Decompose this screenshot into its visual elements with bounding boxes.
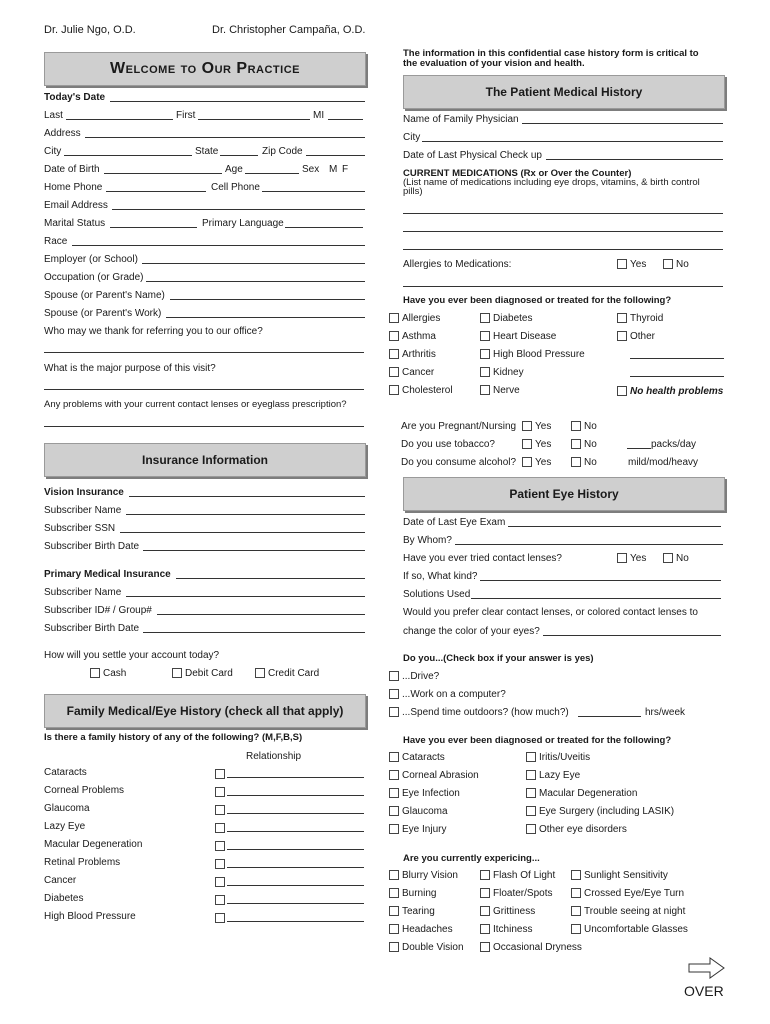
checkbox[interactable] — [617, 259, 627, 269]
vision-insurance-field[interactable] — [129, 496, 365, 497]
checkbox[interactable] — [571, 888, 581, 898]
symptom-option[interactable]: Crossed Eye/Eye Turn — [571, 888, 684, 899]
employer-label: Employer (or School) — [44, 254, 138, 265]
family-relationship-field[interactable] — [227, 849, 364, 850]
checkbox[interactable] — [522, 421, 532, 431]
age-label: Age — [225, 164, 243, 175]
symptom-option[interactable]: Blurry Vision — [389, 870, 458, 881]
family-relationship-field[interactable] — [227, 867, 364, 868]
alcohol-no-option[interactable]: No — [571, 457, 597, 468]
meds-line-3[interactable] — [403, 249, 723, 250]
packs-label: packs/day — [651, 439, 697, 450]
medical-condition-option[interactable]: Cholesterol — [389, 385, 453, 396]
medical-condition-option[interactable]: Heart Disease — [480, 331, 556, 342]
symptom-option[interactable]: Headaches — [389, 924, 453, 935]
tried-contacts-label: Have you ever tried contact lenses? — [403, 553, 562, 564]
last-name-field[interactable] — [66, 119, 173, 120]
checkbox[interactable] — [389, 671, 399, 681]
medical-condition-option[interactable]: Other — [617, 331, 655, 342]
medical-condition-option[interactable]: Allergies — [389, 313, 440, 324]
family-question: Is there a family history of any of the following? (M,F,B,S) — [44, 732, 303, 743]
meds-line-2[interactable] — [403, 231, 723, 232]
first-name-field[interactable] — [198, 119, 310, 120]
symptom-option[interactable]: Itchiness — [480, 924, 532, 935]
city-label: City — [44, 146, 62, 157]
zip-label: Zip Code — [262, 146, 303, 157]
checkbox[interactable] — [389, 870, 399, 880]
symptom-option[interactable]: Burning — [389, 888, 436, 899]
checkbox[interactable] — [480, 331, 490, 341]
todays-date-label: Today's Date — [44, 92, 106, 103]
checkbox[interactable] — [389, 707, 399, 717]
medical-condition-option[interactable]: Asthma — [389, 331, 436, 342]
checkbox[interactable] — [480, 367, 490, 377]
city-field[interactable] — [64, 155, 192, 156]
outdoors-hours-field[interactable] — [578, 716, 641, 717]
checkbox[interactable] — [522, 439, 532, 449]
checkbox[interactable] — [389, 349, 399, 359]
pregnant-no-option[interactable]: No — [571, 421, 597, 432]
todays-date-field[interactable] — [110, 101, 365, 102]
checkbox[interactable] — [571, 906, 581, 916]
race-field[interactable] — [72, 245, 365, 246]
settle-label: How will you settle your account today? — [44, 650, 220, 661]
welcome-title: Welcome to Our Practice — [44, 52, 366, 86]
eye-history-title: Patient Eye History — [403, 477, 725, 511]
family-item-checkbox[interactable] — [215, 895, 225, 905]
insurance-title: Insurance Information — [44, 443, 366, 477]
family-relationship-field[interactable] — [227, 885, 364, 886]
checkbox[interactable] — [571, 457, 581, 467]
checkbox[interactable] — [389, 689, 399, 699]
last-physical-field[interactable] — [546, 159, 723, 160]
checkbox[interactable] — [571, 870, 581, 880]
checkbox[interactable] — [480, 924, 490, 934]
meds-note-1: (List name of medications including eye drops, vitamins, & birth control — [403, 177, 700, 188]
eye-condition-option[interactable]: Other eye disorders — [526, 824, 627, 835]
checkbox[interactable] — [255, 668, 265, 678]
occupation-label: Occupation (or Grade) — [44, 272, 144, 283]
subscriber-ssn-label: Subscriber SSN — [44, 523, 116, 534]
checkbox[interactable] — [480, 942, 490, 952]
symptom-option[interactable]: Double Vision — [389, 942, 464, 953]
relationship-label: Relationship — [246, 751, 302, 762]
medical-condition-option[interactable]: Diabetes — [480, 313, 532, 324]
family-relationship-field[interactable] — [227, 777, 364, 778]
checkbox[interactable] — [571, 421, 581, 431]
checkbox[interactable] — [389, 770, 399, 780]
state-label: State — [195, 146, 219, 157]
credit-option[interactable]: Credit Card — [255, 668, 319, 679]
family-item-checkbox[interactable] — [215, 841, 225, 851]
checkbox[interactable] — [571, 924, 581, 934]
checkbox[interactable] — [389, 942, 399, 952]
intro-note-1: The information in this confidential case history form is critical to — [403, 48, 699, 59]
referral-field[interactable] — [44, 352, 364, 353]
checkbox[interactable] — [617, 313, 627, 323]
allergies-yes-option[interactable]: Yes — [617, 259, 646, 270]
symptom-option[interactable]: Trouble seeing at night — [571, 906, 685, 917]
checkbox[interactable] — [480, 313, 490, 323]
medical-condition-option[interactable]: Nerve — [480, 385, 520, 396]
purpose-label: What is the major purpose of this visit? — [44, 363, 216, 374]
do-you-question: Do you...(Check box if your answer is yes) — [403, 653, 594, 664]
subscriber-birth-label: Subscriber Birth Date — [44, 541, 140, 552]
alcohol-label: Do you consume alcohol? — [401, 457, 517, 468]
subscriber-name2-field[interactable] — [126, 596, 365, 597]
eye-condition-option[interactable]: Cataracts — [389, 752, 445, 763]
age-field[interactable] — [245, 173, 299, 174]
alcohol-yes-option[interactable]: Yes — [522, 457, 551, 468]
subscriber-id-label: Subscriber ID# / Group# — [44, 605, 152, 616]
hrs-week-label: hrs/week — [645, 707, 686, 718]
checkbox[interactable] — [617, 386, 627, 396]
allergies-label: Allergies to Medications: — [403, 259, 512, 270]
family-relationship-field[interactable] — [227, 903, 364, 904]
checkbox[interactable] — [389, 906, 399, 916]
other-line-2[interactable] — [630, 376, 724, 377]
physician-label: Name of Family Physician — [403, 114, 519, 125]
symptom-option[interactable]: Sunlight Sensitivity — [571, 870, 668, 881]
last-exam-field[interactable] — [508, 526, 721, 527]
checkbox[interactable] — [389, 752, 399, 762]
checkbox[interactable] — [526, 806, 536, 816]
sex-label: Sex — [302, 164, 320, 175]
physician-city-label: City — [403, 132, 421, 143]
physician-field[interactable] — [522, 123, 723, 124]
checkbox[interactable] — [90, 668, 100, 678]
checkbox[interactable] — [480, 349, 490, 359]
spouse-name-label: Spouse (or Parent's Name) — [44, 290, 165, 301]
family-item-label: Retinal Problems — [44, 857, 121, 868]
doctor-name-1: Dr. Julie Ngo, O.D. — [44, 24, 136, 36]
checkbox[interactable] — [389, 888, 399, 898]
experiencing-question: Are you currently expericing... — [403, 853, 540, 864]
what-kind-field[interactable] — [480, 580, 721, 581]
email-field[interactable] — [112, 209, 365, 210]
no-health-problems-option[interactable]: No health problems — [617, 386, 723, 397]
language-field[interactable] — [285, 227, 363, 228]
over-label: OVER — [684, 983, 724, 999]
medical-history-title: The Patient Medical History — [403, 75, 725, 109]
other-line-1[interactable] — [630, 358, 724, 359]
debit-option[interactable]: Debit Card — [172, 668, 233, 679]
dob-field[interactable] — [104, 173, 222, 174]
primary-insurance-label: Primary Medical Insurance — [44, 569, 171, 580]
checkbox[interactable] — [571, 439, 581, 449]
cash-option[interactable]: Cash — [90, 668, 126, 679]
family-item-label: High Blood Pressure — [44, 911, 136, 922]
spouse-work-field[interactable] — [166, 317, 365, 318]
checkbox[interactable] — [389, 367, 399, 377]
contacts-no-option[interactable]: No — [663, 553, 689, 564]
subscriber-birth2-field[interactable] — [143, 632, 365, 633]
last-physical-label: Date of Last Physical Check up — [403, 150, 542, 161]
symptom-option[interactable]: Uncomfortable Glasses — [571, 924, 688, 935]
family-item-checkbox[interactable] — [215, 787, 225, 797]
family-item-label: Cataracts — [44, 767, 87, 778]
intro-note-2: the evaluation of your vision and health. — [403, 58, 585, 69]
pregnant-yes-option[interactable]: Yes — [522, 421, 551, 432]
eye-condition-option[interactable]: Iritis/Uveitis — [526, 752, 590, 763]
home-phone-field[interactable] — [106, 191, 206, 192]
language-label: Primary Language — [202, 218, 284, 229]
last-exam-label: Date of Last Eye Exam — [403, 517, 506, 528]
medical-condition-option[interactable]: Cancer — [389, 367, 434, 378]
family-item-label: Diabetes — [44, 893, 84, 904]
alcohol-amount[interactable]: mild/mod/heavy — [628, 457, 699, 468]
occupation-field[interactable] — [146, 281, 365, 282]
symptom-option[interactable]: Tearing — [389, 906, 435, 917]
drive-option[interactable]: ...Drive? — [389, 671, 439, 682]
change-label: change the color of your eyes? — [403, 626, 540, 637]
checkbox[interactable] — [617, 553, 627, 563]
checkbox[interactable] — [526, 770, 536, 780]
vision-insurance-label: Vision Insurance — [44, 487, 124, 498]
change-field[interactable] — [543, 635, 721, 636]
family-relationship-field[interactable] — [227, 795, 364, 796]
family-item-checkbox[interactable] — [215, 859, 225, 869]
checkbox[interactable] — [663, 259, 673, 269]
first-name-label: First — [176, 110, 196, 121]
symptom-option[interactable]: Occasional Dryness — [480, 942, 582, 953]
family-history-title: Family Medical/Eye History (check all that apply) — [44, 694, 366, 728]
problems-label: Any problems with your current contact lenses or eyeglass prescription? — [44, 399, 347, 410]
solutions-field[interactable] — [471, 598, 721, 599]
eye-condition-option[interactable]: Eye Surgery (including LASIK) — [526, 806, 674, 817]
subscriber-ssn-field[interactable] — [120, 532, 365, 533]
checkbox[interactable] — [389, 385, 399, 395]
tobacco-no-option[interactable]: No — [571, 439, 597, 450]
spouse-name-field[interactable] — [170, 299, 365, 300]
home-phone-label: Home Phone — [44, 182, 103, 193]
checkbox[interactable] — [526, 824, 536, 834]
family-item-label: Macular Degeneration — [44, 839, 143, 850]
checkbox[interactable] — [526, 752, 536, 762]
primary-insurance-field[interactable] — [176, 578, 365, 579]
email-label: Email Address — [44, 200, 108, 211]
subscriber-name-label: Subscriber Name — [44, 505, 122, 516]
checkbox[interactable] — [480, 870, 490, 880]
address-field[interactable] — [85, 137, 365, 138]
dob-label: Date of Birth — [44, 164, 100, 175]
subscriber-birth-field[interactable] — [143, 550, 365, 551]
sex-m-option[interactable]: M — [329, 164, 338, 175]
cell-phone-field[interactable] — [262, 191, 365, 192]
mi-field[interactable] — [328, 119, 363, 120]
subscriber-id-field[interactable] — [157, 614, 365, 615]
family-item-checkbox[interactable] — [215, 913, 225, 923]
eye-condition-option[interactable]: Lazy Eye — [526, 770, 580, 781]
medical-condition-option[interactable]: Arthritis — [389, 349, 436, 360]
checkbox[interactable] — [389, 824, 399, 834]
by-whom-field[interactable] — [455, 544, 723, 545]
pregnant-label: Are you Pregnant/Nursing — [401, 421, 517, 432]
checkbox[interactable] — [389, 788, 399, 798]
referral-label: Who may we thank for referring you to our office? — [44, 326, 263, 337]
tobacco-label: Do you use tobacco? — [401, 439, 495, 450]
contacts-yes-option[interactable]: Yes — [617, 553, 646, 564]
checkbox[interactable] — [526, 788, 536, 798]
symptom-option[interactable]: Grittiness — [480, 906, 535, 917]
subscriber-name2-label: Subscriber Name — [44, 587, 122, 598]
family-item-label: Glaucoma — [44, 803, 90, 814]
eye-condition-option[interactable]: Glaucoma — [389, 806, 448, 817]
checkbox[interactable] — [172, 668, 182, 678]
what-kind-label: If so, What kind? — [403, 571, 478, 582]
medical-condition-option[interactable]: High Blood Pressure — [480, 349, 585, 360]
outdoors-option[interactable]: ...Spend time outdoors? (how much?) — [389, 707, 569, 718]
subscriber-birth2-label: Subscriber Birth Date — [44, 623, 140, 634]
problems-field[interactable] — [44, 426, 364, 427]
arrow-right-icon — [688, 957, 726, 979]
checkbox[interactable] — [663, 553, 673, 563]
medical-condition-option[interactable]: Thyroid — [617, 313, 663, 324]
tobacco-yes-option[interactable]: Yes — [522, 439, 551, 450]
computer-option[interactable]: ...Work on a computer? — [389, 689, 506, 700]
eye-diag-question: Have you ever been diagnosed or treated for the following? — [403, 735, 672, 746]
family-item-checkbox[interactable] — [215, 877, 225, 887]
packs-field[interactable] — [627, 448, 651, 449]
checkbox[interactable] — [389, 806, 399, 816]
family-item-checkbox[interactable] — [215, 805, 225, 815]
symptom-option[interactable]: Floater/Spots — [480, 888, 552, 899]
sex-f-option[interactable]: F — [342, 164, 349, 175]
family-relationship-field[interactable] — [227, 813, 364, 814]
eye-condition-option[interactable]: Macular Degeneration — [526, 788, 637, 799]
checkbox[interactable] — [389, 924, 399, 934]
family-item-label: Cancer — [44, 875, 77, 886]
eye-condition-option[interactable]: Eye Infection — [389, 788, 460, 799]
family-item-checkbox[interactable] — [215, 823, 225, 833]
cell-phone-label: Cell Phone — [211, 182, 260, 193]
family-item-label: Corneal Problems — [44, 785, 125, 796]
zip-field[interactable] — [306, 155, 365, 156]
checkbox[interactable] — [522, 457, 532, 467]
family-relationship-field[interactable] — [227, 831, 364, 832]
physician-city-field[interactable] — [422, 141, 723, 142]
checkbox[interactable] — [480, 385, 490, 395]
by-whom-label: By Whom? — [403, 535, 452, 546]
address-label: Address — [44, 128, 81, 139]
family-relationship-field[interactable] — [227, 921, 364, 922]
state-field[interactable] — [220, 155, 258, 156]
allergies-line[interactable] — [403, 286, 723, 287]
employer-field[interactable] — [142, 263, 365, 264]
checkbox[interactable] — [480, 906, 490, 916]
medical-diag-question: Have you ever been diagnosed or treated for the following? — [403, 295, 672, 306]
checkbox[interactable] — [617, 331, 627, 341]
eye-condition-option[interactable]: Eye Injury — [389, 824, 446, 835]
mi-label: MI — [313, 110, 325, 121]
checkbox[interactable] — [480, 888, 490, 898]
race-label: Race — [44, 236, 68, 247]
checkbox[interactable] — [389, 313, 399, 323]
meds-title: CURRENT MEDICATIONS (Rx or Over the Counter) — [403, 168, 632, 179]
eye-condition-option[interactable]: Corneal Abrasion — [389, 770, 479, 781]
meds-note-2: pills) — [403, 186, 423, 197]
family-item-checkbox[interactable] — [215, 769, 225, 779]
family-item-label: Lazy Eye — [44, 821, 86, 832]
checkbox[interactable] — [389, 331, 399, 341]
subscriber-name-field[interactable] — [126, 514, 365, 515]
solutions-label: Solutions Used — [403, 589, 471, 600]
spouse-work-label: Spouse (or Parent's Work) — [44, 308, 162, 319]
last-name-label: Last — [44, 110, 63, 121]
symptom-option[interactable]: Flash Of Light — [480, 870, 555, 881]
purpose-field[interactable] — [44, 389, 364, 390]
marital-field[interactable] — [110, 227, 197, 228]
doctor-name-2: Dr. Christopher Campaña, O.D. — [212, 24, 366, 36]
prefer-label: Would you prefer clear contact lenses, or colored contact lenses to — [403, 607, 698, 618]
allergies-no-option[interactable]: No — [663, 259, 689, 270]
marital-label: Marital Status — [44, 218, 106, 229]
meds-line-1[interactable] — [403, 213, 723, 214]
medical-condition-option[interactable]: Kidney — [480, 367, 524, 378]
